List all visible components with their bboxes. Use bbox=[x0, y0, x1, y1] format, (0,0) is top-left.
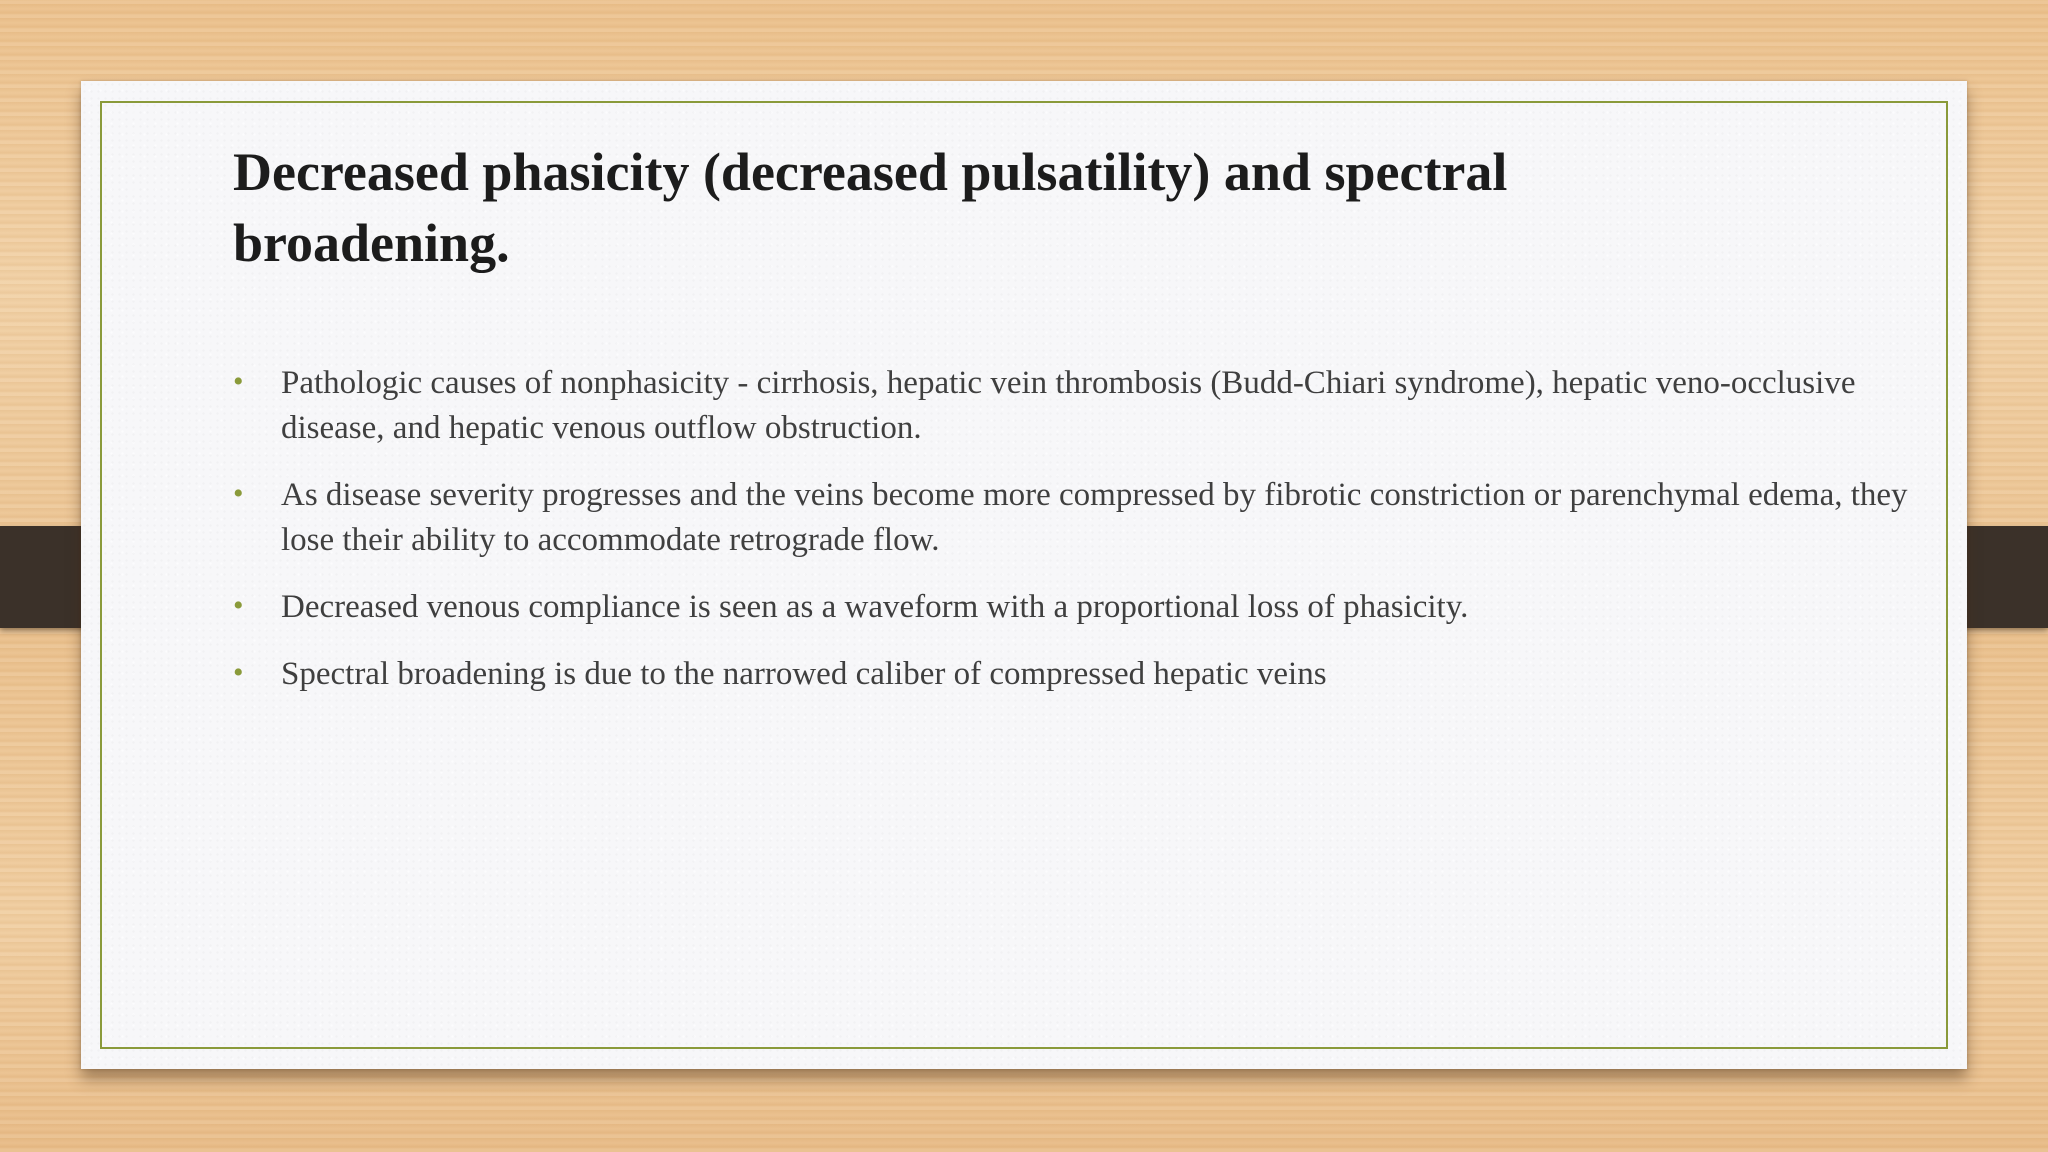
bullet-item bbox=[233, 585, 1913, 630]
slide-title: Decreased phasicity (decreased pulsatility) and spectral broadening. bbox=[233, 142, 1508, 273]
bullet-list bbox=[233, 361, 1913, 719]
slide-paper bbox=[81, 81, 1967, 1069]
bullet-dot-icon: • bbox=[233, 365, 244, 398]
bullet-item bbox=[233, 652, 1913, 697]
bullet-dot-icon: • bbox=[233, 589, 244, 622]
bullet-text: As disease severity progresses and the veins become more compressed by fibrotic constriction or parenchymal edema, they lose their ability to accommodate retrograde flow. bbox=[281, 477, 1908, 558]
bullet-dot-icon: • bbox=[233, 477, 244, 510]
bullet-item bbox=[233, 361, 1913, 451]
bullet-text: Spectral broadening is due to the narrowed caliber of compressed hepatic veins bbox=[281, 656, 1327, 692]
bullet-item bbox=[233, 473, 1913, 563]
bullet-text: Pathologic causes of nonphasicity - cirrhosis, hepatic vein thrombosis (Budd-Chiari syndrome), hepatic veno-occlusive disease, and hepatic venous outflow obstruction. bbox=[281, 365, 1856, 446]
bullet-dot-icon: • bbox=[233, 656, 244, 689]
bullet-text: Decreased venous compliance is seen as a waveform with a proportional loss of phasicity. bbox=[281, 589, 1469, 625]
